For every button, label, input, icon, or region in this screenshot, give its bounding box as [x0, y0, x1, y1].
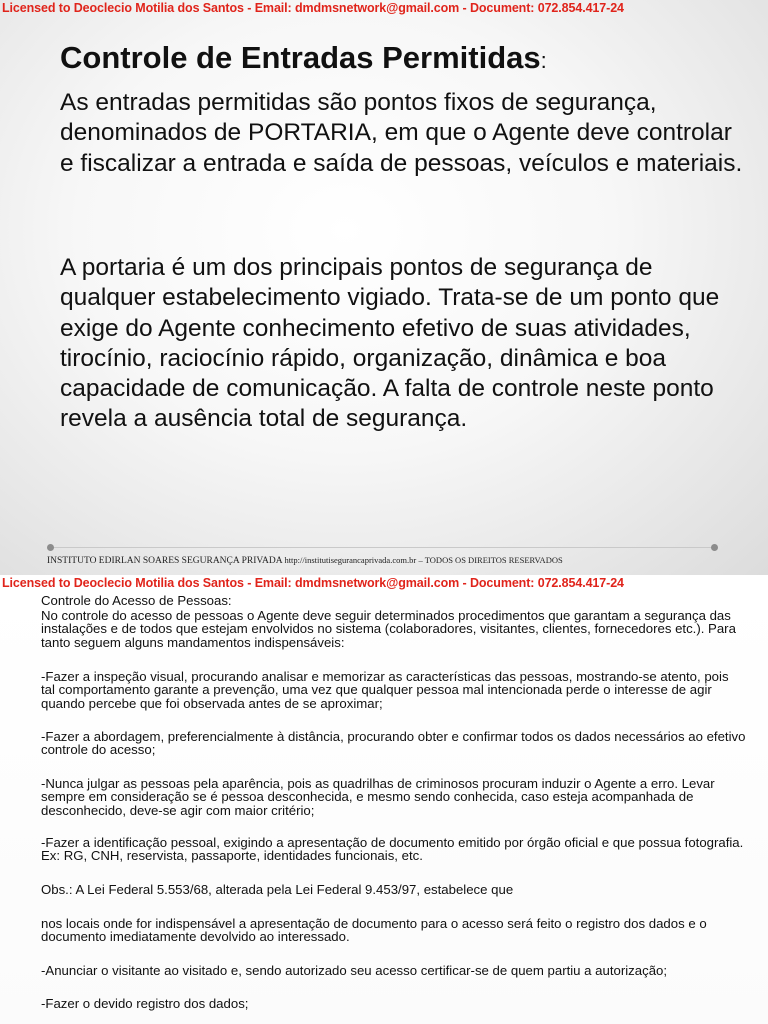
footer-url: http://institutisegurancaprivada.com.br [284, 555, 417, 565]
footer-dot-right [711, 544, 718, 551]
list-item-announce: -Anunciar o visitante ao visitado e, sendo autorizado seu acesso certificar-se de quem partiu a autorização; [41, 963, 668, 978]
slide-paragraph-2: A portaria é um dos principais pontos de segurança de qualquer estabelecimento vigiado. Trata-se de um ponto que exige do Agente conhecimento efetivo de suas atividades, tirocínio, raciocínio rápido, organização, dinâmica e boa capacidade de comunicação. A falta de controle neste ponto revela a ausência total de segurança. [60, 254, 720, 433]
footer-divider [51, 547, 715, 548]
slide-paragraph-1: As entradas permitidas são pontos fixos de segurança, denominados de PORTARIA, em que o Agente deve controlar e fiscalizar a entrada e saída de pessoas, veículos e materiais. [60, 89, 743, 177]
license-watermark-top: Licensed to Deoclecio Motilia dos Santos - Email: dmdmsnetwork@gmail.com - Document: 072.854.417-24 [2, 1, 624, 15]
list-item-inspection: -Fazer a inspeção visual, procurando analisar e memorizar as características das pessoas, mostrando-se atento, pois tal comportamento garante a prevenção, uma vez que qualquer pessoa mal intencionada perde o interesse de agir quando percebe que foi observada antes de se aproximar; [41, 669, 729, 711]
list-item-approach: -Fazer a abordagem, preferencialmente à distância, procurando obter e confirmar todos os dados necessários ao efetivo controle do acesso; [41, 729, 746, 758]
list-item-identification: -Fazer a identificação pessoal, exigindo a apresentação de documento emitido por órgão oficial e que possua fotografia. Ex: RG, CNH, reservista, passaporte, identidades funcionais, etc. [41, 835, 744, 864]
license-watermark-mid: Licensed to Deoclecio Motilia dos Santos - Email: dmdmsnetwork@gmail.com - Document: 072.854.417-24 [2, 576, 624, 590]
footer-dot-left [47, 544, 54, 551]
obs-continuation: nos locais onde for indispensável a apresentação de documento para o acesso será feito o registro dos dados e o documento imediatamente devolvido ao interessado. [41, 916, 707, 945]
list-item-appearance: -Nunca julgar as pessoas pela aparência, pois as quadrilhas de criminosos procuram induzir o Agente a erro. Levar sempre em consideração se é pessoa desconhecida, e mesmo sendo conhecida, caso esteja acompanhada de desconhecido, deve-se agir com maior critério; [41, 776, 715, 818]
text-page [0, 591, 768, 1024]
slide-footer [47, 555, 563, 566]
slide-title-colon: : [540, 48, 547, 73]
section-heading: Controle do Acesso de Pessoas: [41, 593, 232, 608]
obs-paragraph: Obs.: A Lei Federal 5.553/68, alterada pela Lei Federal 9.453/97, estabelece que [41, 882, 514, 897]
slide-title-text: Controle de Entradas Permitidas [60, 40, 541, 75]
slide-title [60, 40, 547, 76]
footer-rights: – TODOS OS DIREITOS RESERVADOS [418, 555, 563, 565]
list-item-register: -Fazer o devido registro dos dados; [41, 996, 249, 1011]
footer-institute: INSTITUTO EDIRLAN SOARES SEGURANÇA PRIVADA [47, 556, 283, 566]
intro-paragraph: No controle do acesso de pessoas o Agente deve seguir determinados procedimentos que garantam a segurança das instalações e de todos que estejam envolvidos no sistema (colaboradores, visitantes, clientes, fornecedores etc.). Para tanto seguem alguns mandamentos indispensáveis: [41, 608, 736, 650]
